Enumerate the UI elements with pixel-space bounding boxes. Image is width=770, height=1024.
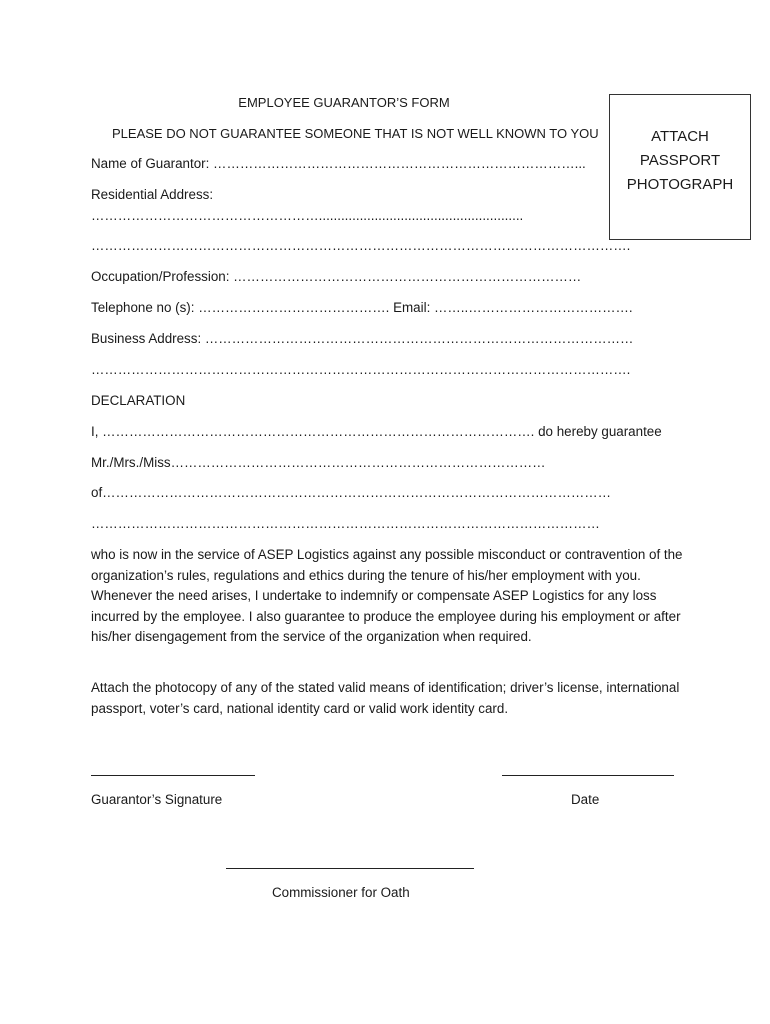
passport-photo-label	[610, 125, 750, 197]
employee-of-line-1[interactable]: of……………………………………………………………………………………………………	[91, 485, 612, 500]
photo-label-line-3: PHOTOGRAPH	[626, 176, 734, 193]
photo-label-line-2: PASSPORT	[639, 152, 721, 169]
form-title: EMPLOYEE GUARANTOR’S FORM	[238, 95, 450, 110]
passport-photo-box	[609, 94, 751, 240]
commissioner-label: Commissioner for Oath	[272, 885, 410, 900]
employee-of-line-2[interactable]: ……………………………………………………………………………………………………	[91, 516, 600, 531]
photo-label-line-1: ATTACH	[651, 128, 709, 145]
declaration-paragraph: who is now in the service of ASEP Logistics against any possible misconduct or contravention of the organization’s rules, regulations and ethics during the tenure of his/her employment with you. Whenever the need arises, I undertake to indemnify or compensate ASEP Logistics for any loss incurred by the employee. I also guarantee to produce the employee during his employment or after his/her disengagement from the service of the organization when required.	[91, 547, 683, 644]
guarantor-name-field[interactable]: Name of Guarantor: ………………………………………………………………………...	[91, 156, 586, 171]
business-address-line-2[interactable]: ………………………………………………………………………………………………………….	[91, 362, 631, 377]
occupation-field[interactable]: Occupation/Profession: ……………………………………………………………………	[91, 269, 582, 284]
telephone-email-field[interactable]: Telephone no (s): ……………………………………. Email: ……..……………………………….	[91, 300, 633, 315]
guarantor-signature-label: Guarantor’s Signature	[91, 792, 223, 807]
residential-address-label: Residential Address:	[91, 187, 214, 202]
business-address-field[interactable]: Business Address: ……………………………………………………………………………………	[91, 331, 634, 346]
residential-address-line-2[interactable]: ………………………………………………………………………………………………………….	[91, 238, 631, 253]
commissioner-signature-line[interactable]	[226, 868, 474, 869]
identification-paragraph: Attach the photocopy of any of the stated valid means of identification; driver’s license, international passport, voter’s card, national identity card or valid work identity card.	[91, 680, 680, 716]
declaration-heading: DECLARATION	[91, 393, 186, 408]
date-label: Date	[571, 792, 600, 807]
form-warning: PLEASE DO NOT GUARANTEE SOMEONE THAT IS NOT WELL KNOWN TO YOU	[112, 126, 599, 141]
guarantor-signature-line[interactable]	[91, 775, 255, 776]
employee-name-field[interactable]: Mr./Mrs./Miss…………………………………………………………………………	[91, 455, 546, 470]
residential-address-line-1[interactable]: …………………………………………….......................................................	[91, 208, 524, 223]
date-line[interactable]	[502, 775, 674, 776]
declarant-name-field[interactable]: I, ……………………………………………………………………………………. do hereby guarantee	[91, 424, 662, 439]
